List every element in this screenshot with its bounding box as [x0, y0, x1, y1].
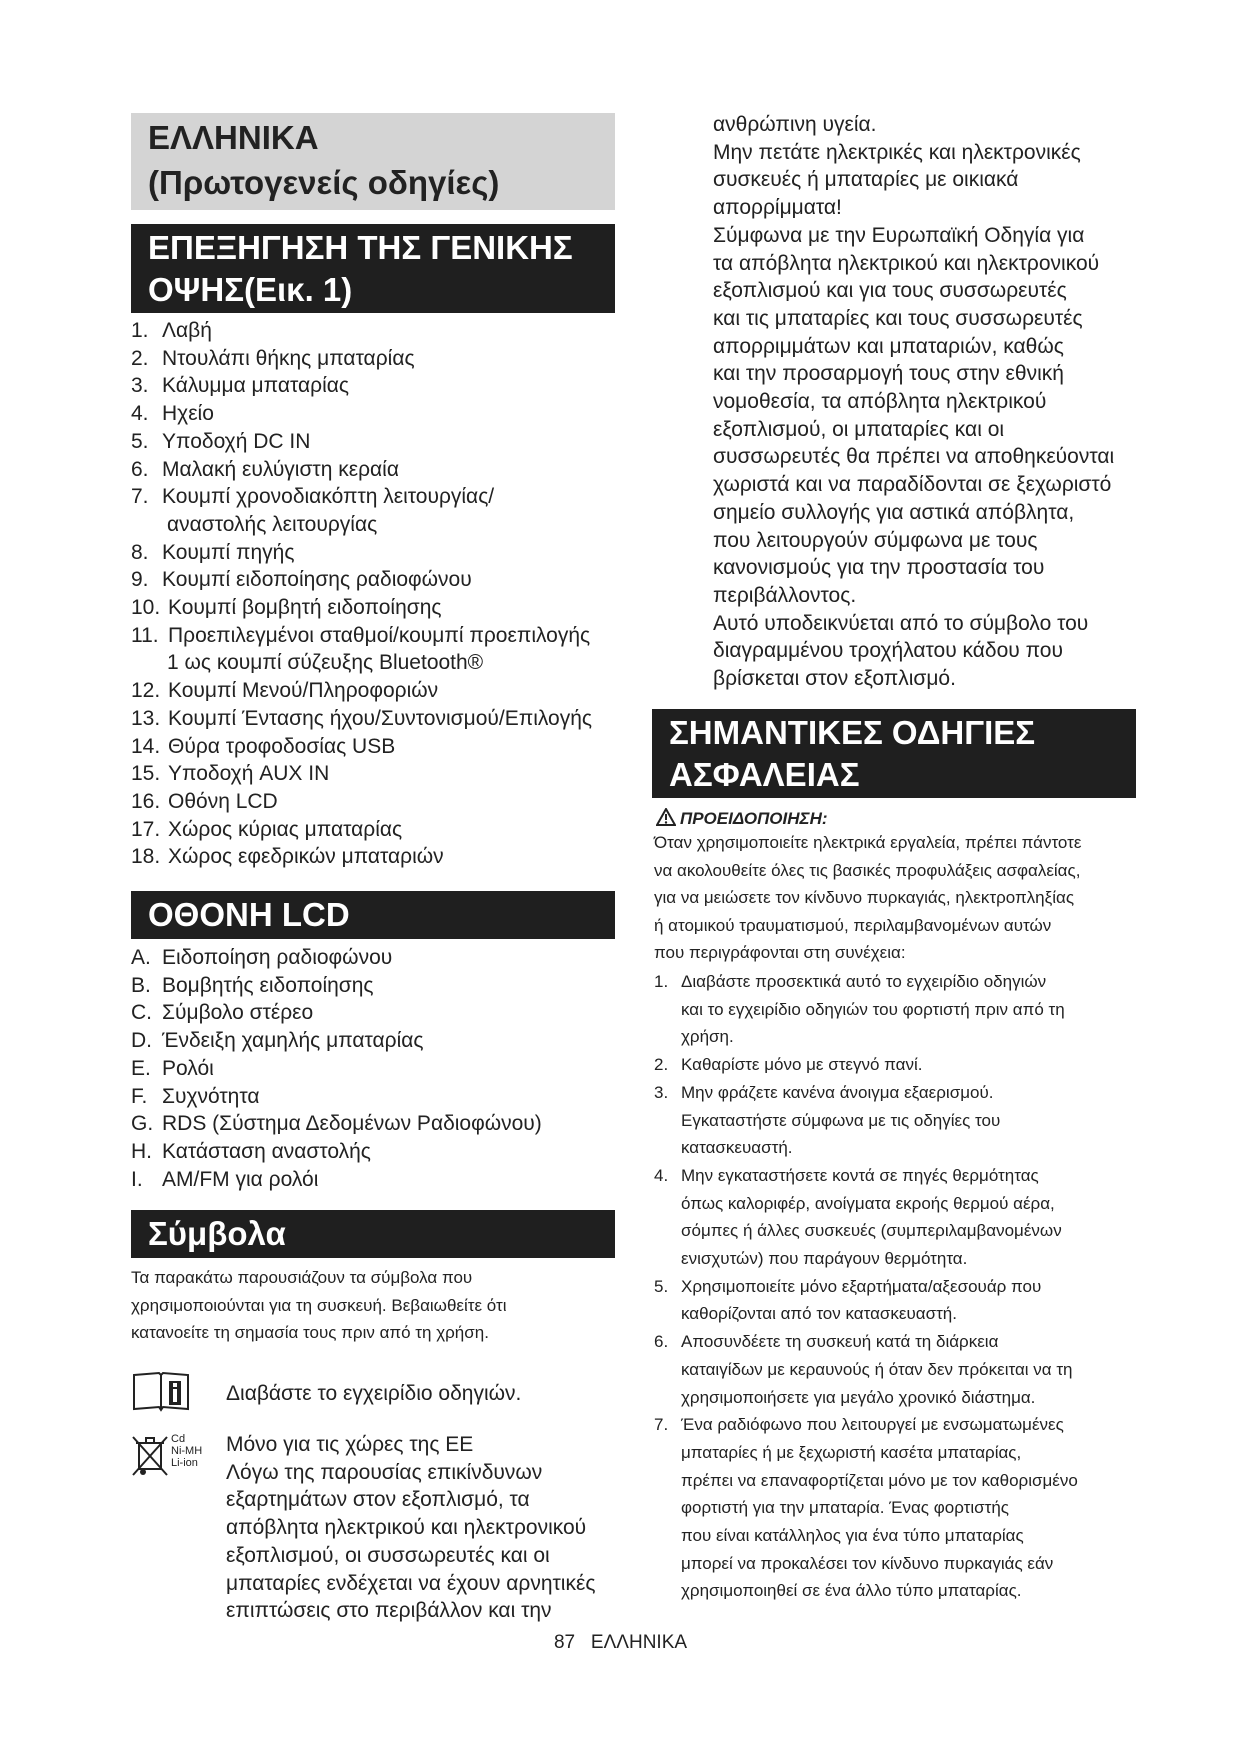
part-item: [131, 566, 631, 594]
safety-item-number: 7.: [654, 1415, 669, 1435]
part-item: [131, 345, 631, 373]
lcd-item-text: Κατάσταση αναστολής: [162, 1139, 371, 1163]
safety-item: [654, 968, 1154, 1051]
lcd-item: [131, 1055, 631, 1083]
safety-item-text: Μην φράζετε κανένα άνοιγμα εξαερισμού. Εγκαταστήστε σύμφωνα με τις οδηγίες του κατασκευαστή.: [681, 1082, 1001, 1158]
safety-item: [654, 1411, 1154, 1605]
part-item-continuation: 1 ως κουμπί σύζευξης Bluetooth®: [167, 651, 484, 675]
safety-item: [654, 1273, 1154, 1328]
overview-heading: [131, 224, 615, 313]
safety-intro: Όταν χρησιμοποιείτε ηλεκτρικά εργαλεία, πρέπει πάντοτε να ακολουθείτε όλες τις βασικές προφυλάξεις ασφαλείας, για να μειώσετε τον κίνδυνο πυρκαγιάς, ηλεκτροπληξίας ή ατομικού τραυματισμού, περιλαμβανομένων αυτών που περιγράφονται στη συνέχεια:: [654, 833, 1082, 962]
part-item-number: 6.: [131, 457, 149, 481]
safety-heading: [652, 709, 1136, 798]
page-number: 87: [553, 1632, 576, 1653]
safety-heading-line2: ΑΣΦΑΛΕΙΑΣ: [669, 756, 860, 793]
lcd-indicators-list: [131, 944, 631, 1193]
lcd-item: [131, 1110, 631, 1138]
part-item-number: 5.: [131, 429, 149, 453]
part-item-text: Μαλακή ευλύγιστη κεραία: [162, 457, 399, 481]
part-item-text: Κουμπί βομβητή ειδοποίησης: [168, 596, 442, 620]
part-item: [131, 400, 631, 428]
lcd-item-number: A.: [131, 946, 151, 969]
part-item: [131, 705, 631, 733]
lcd-item-number: H.: [131, 1139, 152, 1163]
lcd-item-number: G.: [131, 1112, 154, 1136]
part-item-text: Κουμπί Έντασης ήχου/Συντονισμού/Επιλογής: [168, 706, 593, 730]
part-item-text: Χώρος κύριας μπαταρίας: [168, 817, 403, 841]
part-item-number: 10.: [131, 596, 161, 620]
symbols-intro: Τα παρακάτω παρουσιάζουν τα σύμβολα που χρησιμοποιούνται για τη συσκευή. Βεβαιωθείτε ότι κατανοείτε τη σημασία τους πριν από τη χρήση.: [131, 1268, 507, 1342]
safety-heading-line1: ΣΗΜΑΝΤΙΚΕΣ ΟΔΗΓΙΕΣ: [669, 714, 1036, 751]
part-item-text: Υποδοχή AUX IN: [168, 762, 330, 786]
part-item-continuation: αναστολής λειτουργίας: [167, 512, 378, 536]
weee-continued-text: ανθρώπινη υγεία. Μην πετάτε ηλεκτρικές και ηλεκτρονικές συσκευές ή μπαταρίες με οικιακά απορρίμματα! Σύμφωνα με την Ευρωπαϊκή Οδηγία για τα απόβλητα ηλεκτρικού και ηλεκτρονικού εξοπλισμού και για τους συσσωρευτές και τις μπαταρίες και τους συσσωρευτές απορριμμάτων και μπαταριών, καθώς και την προσαρμογή τους στην εθνική νομοθεσία, τα απόβλητα ηλεκτρικού εξοπλισμού, οι μπαταρίες και οι συσσωρευτές θα πρέπει να αποθηκεύονται χωριστά και να παραδίδονται σε ξεχωριστό σημείο συλλογής για αστικά απόβλητα, που λειτουργούν σύμφωνα με τους κανονισμούς για την προστασία του περιβάλλοντος. Αυτό υποδεικνύεται από το σύμβολο του διαγραμμένου τροχήλατου κάδου που βρίσκεται στον εξοπλισμό.: [713, 113, 1115, 691]
lcd-item: [131, 1166, 631, 1194]
part-item: [131, 372, 631, 400]
lcd-item-text: RDS (Σύστημα Δεδομένων Ραδιοφώνου): [162, 1112, 542, 1136]
part-item-text: Κουμπί ειδοποίησης ραδιοφώνου: [162, 568, 472, 592]
part-item-number: 1.: [131, 319, 149, 342]
part-item: [131, 594, 631, 622]
overview-heading-line2: ΟΨΗΣ(Εικ. 1): [148, 271, 353, 308]
safety-item: [654, 1079, 1154, 1162]
safety-item-number: 4.: [654, 1165, 669, 1185]
part-item-text: Λαβή: [162, 319, 212, 342]
document-title-box: [131, 113, 615, 210]
battery-chemistry-label: Cd Ni-MH Li-ion: [171, 1433, 203, 1469]
part-item: [131, 483, 631, 511]
safety-item: [654, 1051, 1154, 1079]
part-item-text: Κουμπί χρονοδιακόπτη λειτουργίας/: [162, 485, 495, 509]
part-item-number: 15.: [131, 762, 161, 786]
part-item: [131, 622, 631, 650]
read-manual-text: Διαβάστε το εγχειρίδιο οδηγιών.: [226, 1382, 522, 1405]
part-item: [131, 788, 631, 816]
safety-item: [654, 1328, 1154, 1411]
document-subtitle: (Πρωτογενείς οδηγίες): [148, 164, 500, 201]
part-item: [131, 428, 631, 456]
part-item-number: 7.: [131, 485, 149, 509]
part-item-number: 2.: [131, 346, 149, 370]
lcd-item: [131, 944, 631, 972]
part-item-number: 4.: [131, 402, 149, 426]
safety-item-number: 2.: [654, 1055, 669, 1075]
lcd-item: [131, 999, 631, 1027]
lcd-item: [131, 1083, 631, 1111]
part-item: [131, 843, 631, 871]
overview-parts-list: [131, 317, 631, 871]
symbols-heading: Σύμβολα: [131, 1210, 615, 1258]
lcd-item-number: D.: [131, 1029, 152, 1053]
part-item: [131, 733, 631, 761]
lcd-item-number: F.: [131, 1084, 148, 1108]
part-item-number: 11.: [131, 623, 159, 647]
lcd-item-number: B.: [131, 973, 151, 997]
part-item: [131, 677, 631, 705]
part-item: [131, 816, 631, 844]
part-item-text: Κουμπί Μενού/Πληροφοριών: [168, 679, 439, 703]
document-title: ΕΛΛΗΝΙΚΑ: [148, 119, 319, 156]
safety-item-number: 6.: [654, 1332, 669, 1352]
part-item-number: 13.: [131, 706, 161, 730]
part-item-text: Κουμπί πηγής: [162, 540, 295, 564]
part-item-text: Ηχείο: [162, 402, 214, 426]
part-item-text: Θύρα τροφοδοσίας USB: [168, 734, 396, 758]
lcd-item: [131, 1027, 631, 1055]
part-item: [131, 760, 631, 788]
lcd-item-text: Ένδειξη χαμηλής μπαταρίας: [162, 1029, 424, 1053]
lcd-item-number: I.: [131, 1167, 143, 1191]
overview-heading-line1: ΕΠΕΞΗΓΗΣΗ ΤΗΣ ΓΕΝΙΚΗΣ: [148, 229, 573, 266]
part-item-number: 12.: [131, 679, 161, 703]
part-item-text: Ντουλάπι θήκης μπαταρίας: [162, 346, 415, 370]
lcd-item-text: Σύμβολο στέρεο: [162, 1001, 314, 1025]
lcd-item-text: Ρολόι: [162, 1056, 214, 1080]
part-item-number: 8.: [131, 540, 149, 564]
part-item-number: 17.: [131, 817, 161, 841]
part-item-text: Υποδοχή DC IN: [162, 429, 311, 453]
part-item-number: 3.: [131, 374, 149, 398]
crossed-bin-icon: [131, 1433, 211, 1481]
safety-item-text: Χρησιμοποιείτε μόνο εξαρτήματα/αξεσουάρ που καθορίζονται από τον κατασκευαστή.: [681, 1276, 1042, 1324]
page-footer: [0, 1632, 1241, 1654]
part-item: [131, 539, 631, 567]
lcd-item-number: C.: [131, 1001, 152, 1025]
read-manual-icon: [131, 1369, 191, 1413]
lcd-item: [131, 1138, 631, 1166]
warning-label-row: [656, 808, 828, 831]
safety-item-number: 1.: [654, 972, 669, 991]
part-item-number: 18.: [131, 845, 161, 869]
part-item: [131, 317, 631, 345]
lcd-item-text: AM/FM για ρολόι: [162, 1167, 319, 1191]
lcd-heading: ΟΘΟΝΗ LCD: [131, 891, 615, 939]
lcd-item: [131, 972, 631, 1000]
safety-item-number: 5.: [654, 1276, 669, 1296]
part-item-number: 14.: [131, 734, 161, 758]
lcd-item-text: Συχνότητα: [162, 1084, 260, 1108]
footer-language: ΕΛΛΗΝΙΚΑ: [590, 1632, 688, 1653]
warning-triangle-icon: [656, 808, 676, 831]
part-item-text: Οθόνη LCD: [168, 789, 278, 813]
weee-text: Μόνο για τις χώρες της ΕΕ Λόγω της παρουσίας επικίνδυνων εξαρτημάτων στον εξοπλισμό, τα απόβλητα ηλεκτρικού και ηλεκτρονικού εξοπλισμού, οι συσσωρευτές και οι μπαταρίες ενδέχεται να έχουν αρνητικές επιπτώσεις στο περιβάλλον και την: [226, 1433, 596, 1623]
safety-item-text: Μην εγκαταστήσετε κοντά σε πηγές θερμότητας όπως καλοριφέρ, ανοίγματα εκροής θερμού αέρα, σόμπες ή άλλες συσκευές (συμπεριλαμβανομένων ενισχυτών) που παράγουν θερμότητα.: [681, 1165, 1062, 1269]
part-item: [131, 456, 631, 484]
safety-item-text: Αποσυνδέετε τη συσκευή κατά τη διάρκεια καταιγίδων με κεραυνούς ή όταν δεν πρόκειται να τη χρησιμοποιήσετε για μεγάλο χρονικό διάστημα.: [681, 1332, 1073, 1407]
safety-instructions-list: [654, 968, 1154, 1605]
part-item-number: 16.: [131, 789, 161, 813]
safety-item-text: Καθαρίστε μόνο με στεγνό πανί.: [681, 1055, 923, 1075]
lcd-item-number: E.: [131, 1056, 151, 1080]
safety-item-text: Διαβάστε προσεκτικά αυτό το εγχειρίδιο οδηγιών και το εγχειρίδιο οδηγιών του φορτιστή πριν από τη χρήση.: [681, 972, 1065, 1047]
lcd-item-text: Ειδοποίηση ραδιοφώνου: [162, 946, 393, 969]
warning-label: ΠΡΟΕΙΔΟΠΟΙΗΣΗ:: [680, 809, 828, 828]
part-item-number: 9.: [131, 568, 149, 592]
safety-item-number: 3.: [654, 1082, 669, 1102]
part-item-text: Χώρος εφεδρικών μπαταριών: [168, 845, 444, 869]
lcd-item-text: Βομβητής ειδοποίησης: [162, 973, 374, 997]
safety-item-text: Ένα ραδιόφωνο που λειτουργεί με ενσωματωμένες μπαταρίες ή με ξεχωριστή κασέτα μπαταρίας, πρέπει να επαναφορτίζεται μόνο με τον καθορισμένο φορτιστή για την μπαταρία. Ένας φορτιστής που είναι κατάλληλος για ένα τύπο μπαταρίας μπορεί να προκαλέσει τον κίνδυνο πυρκαγιάς εάν χρησιμοποιηθεί σε ένα άλλο τύπο μπαταρίας.: [681, 1415, 1078, 1601]
part-item-text: Κάλυμμα μπαταρίας: [162, 374, 349, 398]
safety-item: [654, 1162, 1154, 1273]
part-item-text: Προεπιλεγμένοι σταθμοί/κουμπί προεπιλογής: [168, 623, 591, 647]
